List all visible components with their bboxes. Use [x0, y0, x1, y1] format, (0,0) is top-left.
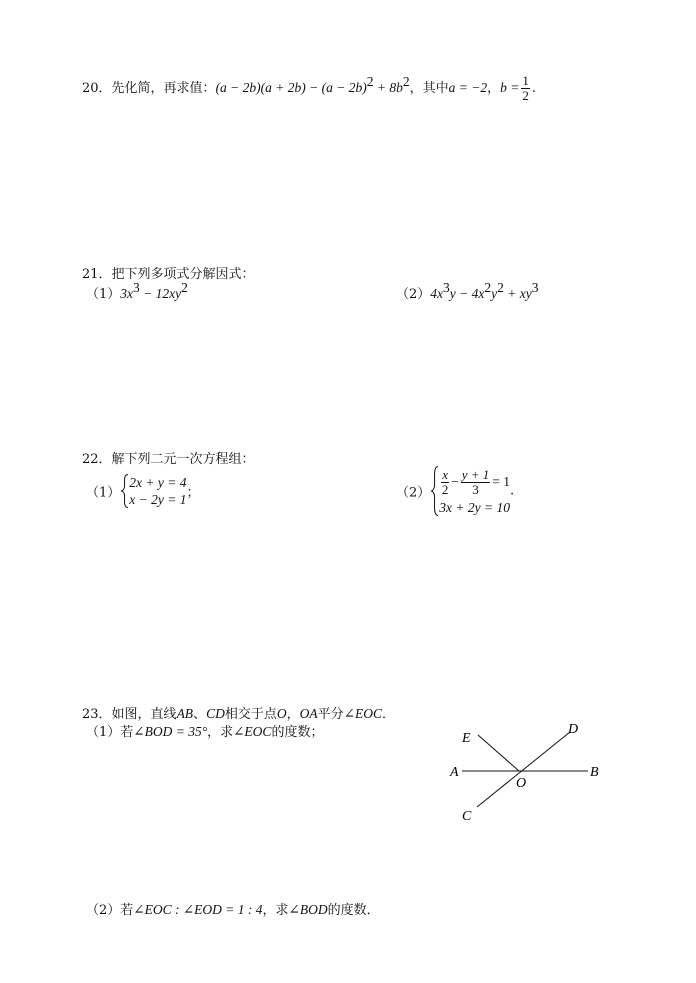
q21-part1	[86, 280, 188, 302]
q22-p1-label: （1）	[86, 485, 121, 501]
q23-stem	[82, 703, 395, 722]
q21-title-text: 把下列多项式分解因式：	[111, 267, 255, 282]
q20-cond-b: b =	[500, 80, 520, 95]
q23-line-ab: AB	[176, 706, 194, 721]
q23-text-1: 如图，直线	[111, 707, 177, 722]
q21-p2-term-b: y − 4x	[449, 286, 485, 301]
q23-line-cd: CD	[206, 706, 225, 721]
q23-p2-mid: ，求	[262, 903, 289, 918]
q20-comma: ，	[487, 81, 501, 96]
q23-angle-eoc: ∠EOC	[343, 706, 382, 721]
q21-p2-label: （2）	[396, 287, 431, 302]
q23-text-4: ，	[286, 707, 300, 722]
q22-p2-frac2-num: y + 1	[461, 467, 490, 482]
q22-title	[82, 448, 255, 467]
q23-p1-target: ∠EOC	[233, 724, 272, 739]
q23-p2-label: （2）若	[86, 903, 134, 918]
q21-p1-label: （1）	[86, 287, 121, 302]
label-d: D	[568, 722, 579, 737]
q23-point-o: O	[276, 706, 287, 721]
q23-part2	[86, 899, 380, 918]
q21-p1-exp2: 2	[181, 280, 188, 295]
q20-cond-a: a = −2	[448, 80, 488, 95]
label-c: C	[462, 809, 472, 824]
q22-p1-end: ；	[186, 485, 200, 501]
q22-p2-frac1-num: x	[442, 467, 449, 482]
q21-p2-term-d: + xy	[503, 286, 532, 301]
q22-p2-system	[430, 466, 510, 516]
q22-part2	[396, 466, 514, 516]
q20-line	[82, 74, 536, 103]
q22-p2-eq2: 3x + 2y = 10	[439, 500, 510, 515]
q23-p1-end: 的度数；	[271, 725, 324, 740]
q22-p2-frac2-den: 3	[472, 482, 479, 497]
label-e: E	[462, 731, 471, 746]
q21-p1-exp1: 3	[133, 280, 140, 295]
q20-expr-b: + 8b	[373, 80, 403, 95]
line-cd	[477, 732, 570, 807]
q21-part2	[396, 280, 539, 302]
q23-p1-label: （1）若	[86, 725, 134, 740]
q22-p2-frac1-den: 2	[441, 482, 449, 497]
q20-number: 20．	[82, 81, 112, 96]
q23-ray-oa: OA	[299, 706, 318, 721]
q22-p2-minus: −	[451, 474, 459, 489]
q22-p2-label: （2）	[396, 485, 431, 501]
q20-frac-den: 2	[522, 88, 529, 103]
q21-p1-term-a: 3x	[120, 286, 134, 301]
q21-p2-term-c: y	[491, 286, 498, 301]
q20-exp: 2	[366, 74, 374, 89]
label-a: A	[450, 765, 459, 780]
q21-p1-term-b: − 12xy	[139, 286, 182, 301]
q20-lead: 先化简，再求值：	[111, 81, 216, 96]
q22-p2-eq1-rhs: = 1	[492, 474, 510, 489]
brace-icon	[430, 466, 439, 516]
q20-expr-a: (a − 2b)(a + 2b) − (a − 2b)	[215, 80, 367, 95]
q21-p2-exp1: 3	[443, 280, 450, 295]
q21-number: 21．	[82, 267, 112, 282]
q23-number: 23．	[82, 707, 112, 722]
q22-p1-eq1: 2x + y = 4	[129, 475, 187, 490]
q23-text-2: 、	[193, 707, 207, 722]
q23-text-6: ．	[381, 707, 395, 722]
q21-p2-exp3: 2	[497, 280, 504, 295]
q23-p1-mid: ，求	[207, 725, 234, 740]
q23-p2-target: ∠BOD	[288, 902, 328, 917]
q22-p2-end: .	[510, 483, 515, 499]
q23-text-3: 相交于点	[224, 707, 277, 722]
q21-p2-exp2: 2	[484, 280, 492, 295]
q20-fraction	[521, 74, 530, 103]
ray-oe	[478, 735, 519, 771]
q22-p1-eq2: x − 2y = 1	[129, 492, 187, 507]
q20-exp-b: 2	[402, 74, 410, 89]
q22-title-text: 解下列二元一次方程组：	[111, 452, 255, 467]
q22-p2-frac2	[461, 468, 491, 497]
brace-icon	[120, 474, 129, 508]
label-b: B	[590, 765, 599, 780]
q22-p2-eq1	[439, 466, 510, 499]
q21-p2-term-a: 4x	[430, 286, 444, 301]
q21-title	[82, 263, 255, 282]
q23-text-5: 平分	[317, 707, 344, 722]
q20-mid: ，其中	[409, 81, 449, 96]
geometry-figure	[440, 712, 620, 832]
q21-p2-exp4: 3	[531, 280, 539, 295]
q23-p2-given: ∠EOC : ∠EOD = 1 : 4	[133, 902, 263, 917]
q22-number: 22．	[82, 452, 112, 467]
q23-part1	[86, 721, 323, 740]
q22-part1	[86, 474, 200, 508]
q22-p1-system	[120, 474, 186, 508]
q23-p1-given: ∠BOD = 35°	[133, 724, 208, 739]
label-o: O	[516, 776, 527, 791]
q22-p2-frac1	[441, 468, 449, 497]
q23-p2-end: 的度数．	[327, 903, 380, 918]
q20-end: .	[531, 81, 537, 96]
q20-frac-num: 1	[522, 73, 529, 88]
